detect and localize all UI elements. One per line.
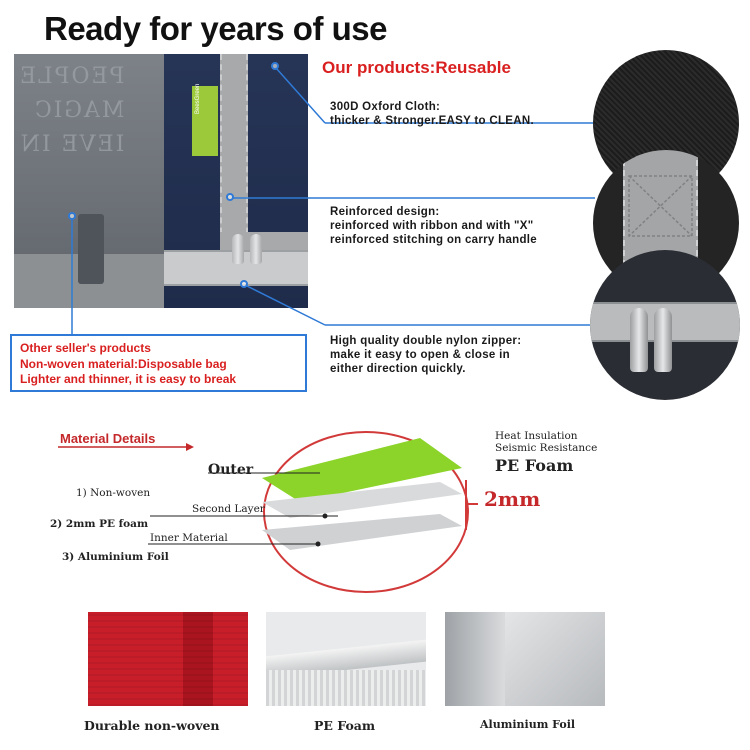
other-sellers-line: Non-woven material:Disposable bag bbox=[20, 356, 227, 371]
other-sellers-line: Other seller's products bbox=[20, 341, 151, 355]
callout-dot bbox=[226, 193, 234, 201]
thickness-label: 2mm bbox=[484, 487, 541, 511]
gray-bag-print-line: MAGIC bbox=[32, 98, 125, 123]
tile-caption: Aluminium Foil bbox=[480, 718, 576, 731]
leader-dot bbox=[323, 514, 328, 519]
feature-line: reinforced with ribbon and with "X" bbox=[330, 220, 534, 232]
second-layer-label: Second Layer bbox=[192, 503, 265, 515]
inner-material-label: Inner Material bbox=[150, 532, 228, 544]
feature-oxford bbox=[330, 100, 534, 128]
connector-line bbox=[276, 68, 325, 123]
pe-foam-tile bbox=[266, 612, 426, 706]
material-list-item: 1) Non-woven bbox=[76, 487, 151, 499]
callout-dot bbox=[271, 62, 279, 70]
material-details-title: Material Details bbox=[60, 431, 156, 446]
gray-bag-print-line: PEOPLE bbox=[18, 64, 125, 89]
feature-reinforced bbox=[330, 205, 537, 247]
foam-texture bbox=[266, 670, 426, 706]
feature-line: make it easy to open & close in bbox=[330, 349, 510, 361]
material-list-item: 3) Aluminium Foil bbox=[62, 551, 169, 563]
x-stitch-icon bbox=[623, 170, 698, 250]
feature-line: 300D Oxford Cloth: bbox=[330, 101, 441, 113]
inner-layer bbox=[262, 514, 462, 550]
feature-line: Reinforced design: bbox=[330, 206, 440, 218]
subhead: Our products:Reusable bbox=[322, 58, 511, 77]
nonwoven-texture bbox=[88, 612, 248, 706]
callout-dot bbox=[68, 212, 76, 220]
zipper-closeup bbox=[590, 250, 740, 400]
gray-bag-print-line: IEVE IN bbox=[18, 132, 125, 157]
seismic-resistance-label: Seismic Resistance bbox=[495, 442, 598, 454]
other-sellers-line: Lighter and thinner, it is easy to break bbox=[20, 372, 237, 386]
zipper-pull-icon bbox=[630, 308, 648, 372]
material-diagram bbox=[0, 420, 750, 600]
foil-wall bbox=[445, 612, 505, 706]
tile-caption: PE Foam bbox=[314, 718, 376, 733]
aluminium-foil-tile bbox=[445, 612, 605, 706]
feature-line: thicker & Stronger.EASY to CLEAN. bbox=[330, 115, 534, 127]
other-sellers-box bbox=[10, 334, 307, 392]
leader-dot bbox=[316, 542, 321, 547]
tile-caption: Durable non-woven bbox=[84, 718, 220, 733]
callout-dot bbox=[240, 280, 248, 288]
outer-label: Outer bbox=[208, 462, 254, 478]
feature-zipper bbox=[330, 334, 521, 376]
material-list-item: 2) 2mm PE foam bbox=[50, 518, 149, 530]
feature-line: High quality double nylon zipper: bbox=[330, 335, 522, 347]
connector-line bbox=[245, 285, 325, 325]
headline: Ready for years of use bbox=[44, 10, 387, 47]
feature-line: reinforced stitching on carry handle bbox=[330, 234, 537, 246]
heat-insulation-label: Heat Insulation bbox=[495, 430, 578, 442]
brand-tag-text: BeesGreen bbox=[195, 83, 201, 114]
title-arrow-icon bbox=[186, 443, 194, 451]
nonwoven-tile bbox=[88, 612, 248, 706]
feature-line: either direction quickly. bbox=[330, 363, 466, 375]
pe-foam-label: PE Foam bbox=[495, 456, 574, 475]
zipper-pull-icon bbox=[654, 308, 672, 372]
